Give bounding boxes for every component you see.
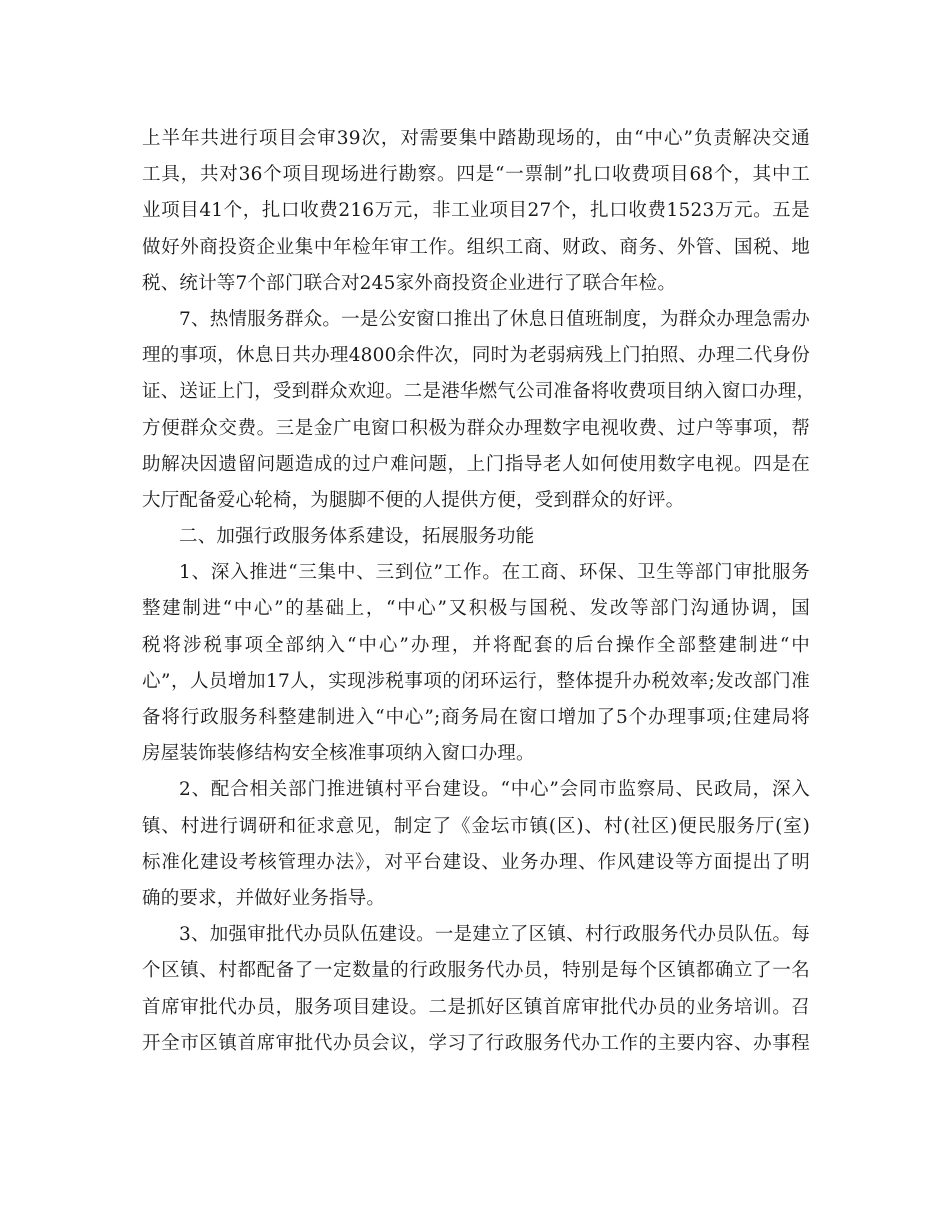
text-line: 首席审批代办员，服务项目建设。二是抓好区镇首席审批代办员的业务培训。召 xyxy=(142,996,810,1018)
text-line: 镇、村进行调研和征求意见，制定了《金坛市镇(区)、村(社区)便民服务厅(室) xyxy=(142,815,810,837)
text-line: 2、配合相关部门推进镇村平台建设。“中心”会同市监察局、民政局，深入 xyxy=(179,779,810,801)
text-line: 备将行政服务科整建制进入“中心”;商务局在窗口增加了5个办理事项;住建局将 xyxy=(142,707,810,728)
text-line: 工具，共对36个项目现场进行勘察。四是“一票制”扎口收费项目68个，其中工 xyxy=(142,164,810,186)
text-line: 上半年共进行项目会审39次，对需要集中踏勘现场的，由“中心”负责解决交通 xyxy=(142,128,810,149)
text-line: 业项目41个，扎口收费216万元，非工业项目27个，扎口收费1523万元。五是 xyxy=(142,200,810,222)
text-line: 证、送证上门，受到群众欢迎。二是港华燃气公司准备将收费项目纳入窗口办理， xyxy=(142,381,816,403)
text-line: 二、加强行政服务体系建设，拓展服务功能 xyxy=(179,526,535,548)
text-line: 方便群众交费。三是金广电窗口积极为群众办理数字电视收费、过户等事项，帮 xyxy=(142,417,810,439)
text-line: 1、深入推进“三集中、三到位”工作。在工商、环保、卫生等部门审批服务 xyxy=(179,562,810,584)
text-line: 3、加强审批代办员队伍建设。一是建立了区镇、村行政服务代办员队伍。每 xyxy=(179,924,810,946)
document-page xyxy=(142,121,816,1062)
text-line: 助解决因遗留问题造成的过户难问题，上门指导老人如何使用数字电视。四是在 xyxy=(142,453,810,475)
text-line: 心”，人员增加17人，实现涉税事项的闭环运行，整体提升办税效率;发改部门准 xyxy=(142,670,810,692)
text-line: 税将涉税事项全部纳入“中心”办理，并将配套的后台操作全部整建制进“中 xyxy=(142,634,810,656)
text-line: 开全市区镇首席审批代办员会议，学习了行政服务代办工作的主要内容、办事程 xyxy=(142,1032,810,1054)
text-line: 税、统计等7个部门联合对245家外商投资企业进行了联合年检。 xyxy=(142,272,677,294)
text-line: 整建制进“中心”的基础上，“中心”又积极与国税、发改等部门沟通协调，国 xyxy=(142,598,810,620)
text-line: 7、热情服务群众。一是公安窗口推出了休息日值班制度，为群众办理急需办 xyxy=(179,308,810,330)
text-line: 大厅配备爱心轮椅，为腿脚不便的人提供方便，受到群众的好评。 xyxy=(142,489,685,511)
text-line: 标准化建设考核管理办法》，对平台建设、业务办理、作风建设等方面提出了明 xyxy=(142,851,810,873)
text-line: 确的要求，并做好业务指导。 xyxy=(142,887,386,909)
text-line: 做好外商投资企业集中年检年审工作。组织工商、财政、商务、外管、国税、地 xyxy=(142,236,810,258)
text-line: 个区镇、村都配备了一定数量的行政服务代办员，特别是每个区镇都确立了一名 xyxy=(142,960,810,982)
text-line: 理的事项，休息日共办理4800余件次，同时为老弱病残上门拍照、办理二代身份 xyxy=(142,345,810,367)
text-line: 房屋装饰装修结构安全核准事项纳入窗口办理。 xyxy=(142,743,535,765)
